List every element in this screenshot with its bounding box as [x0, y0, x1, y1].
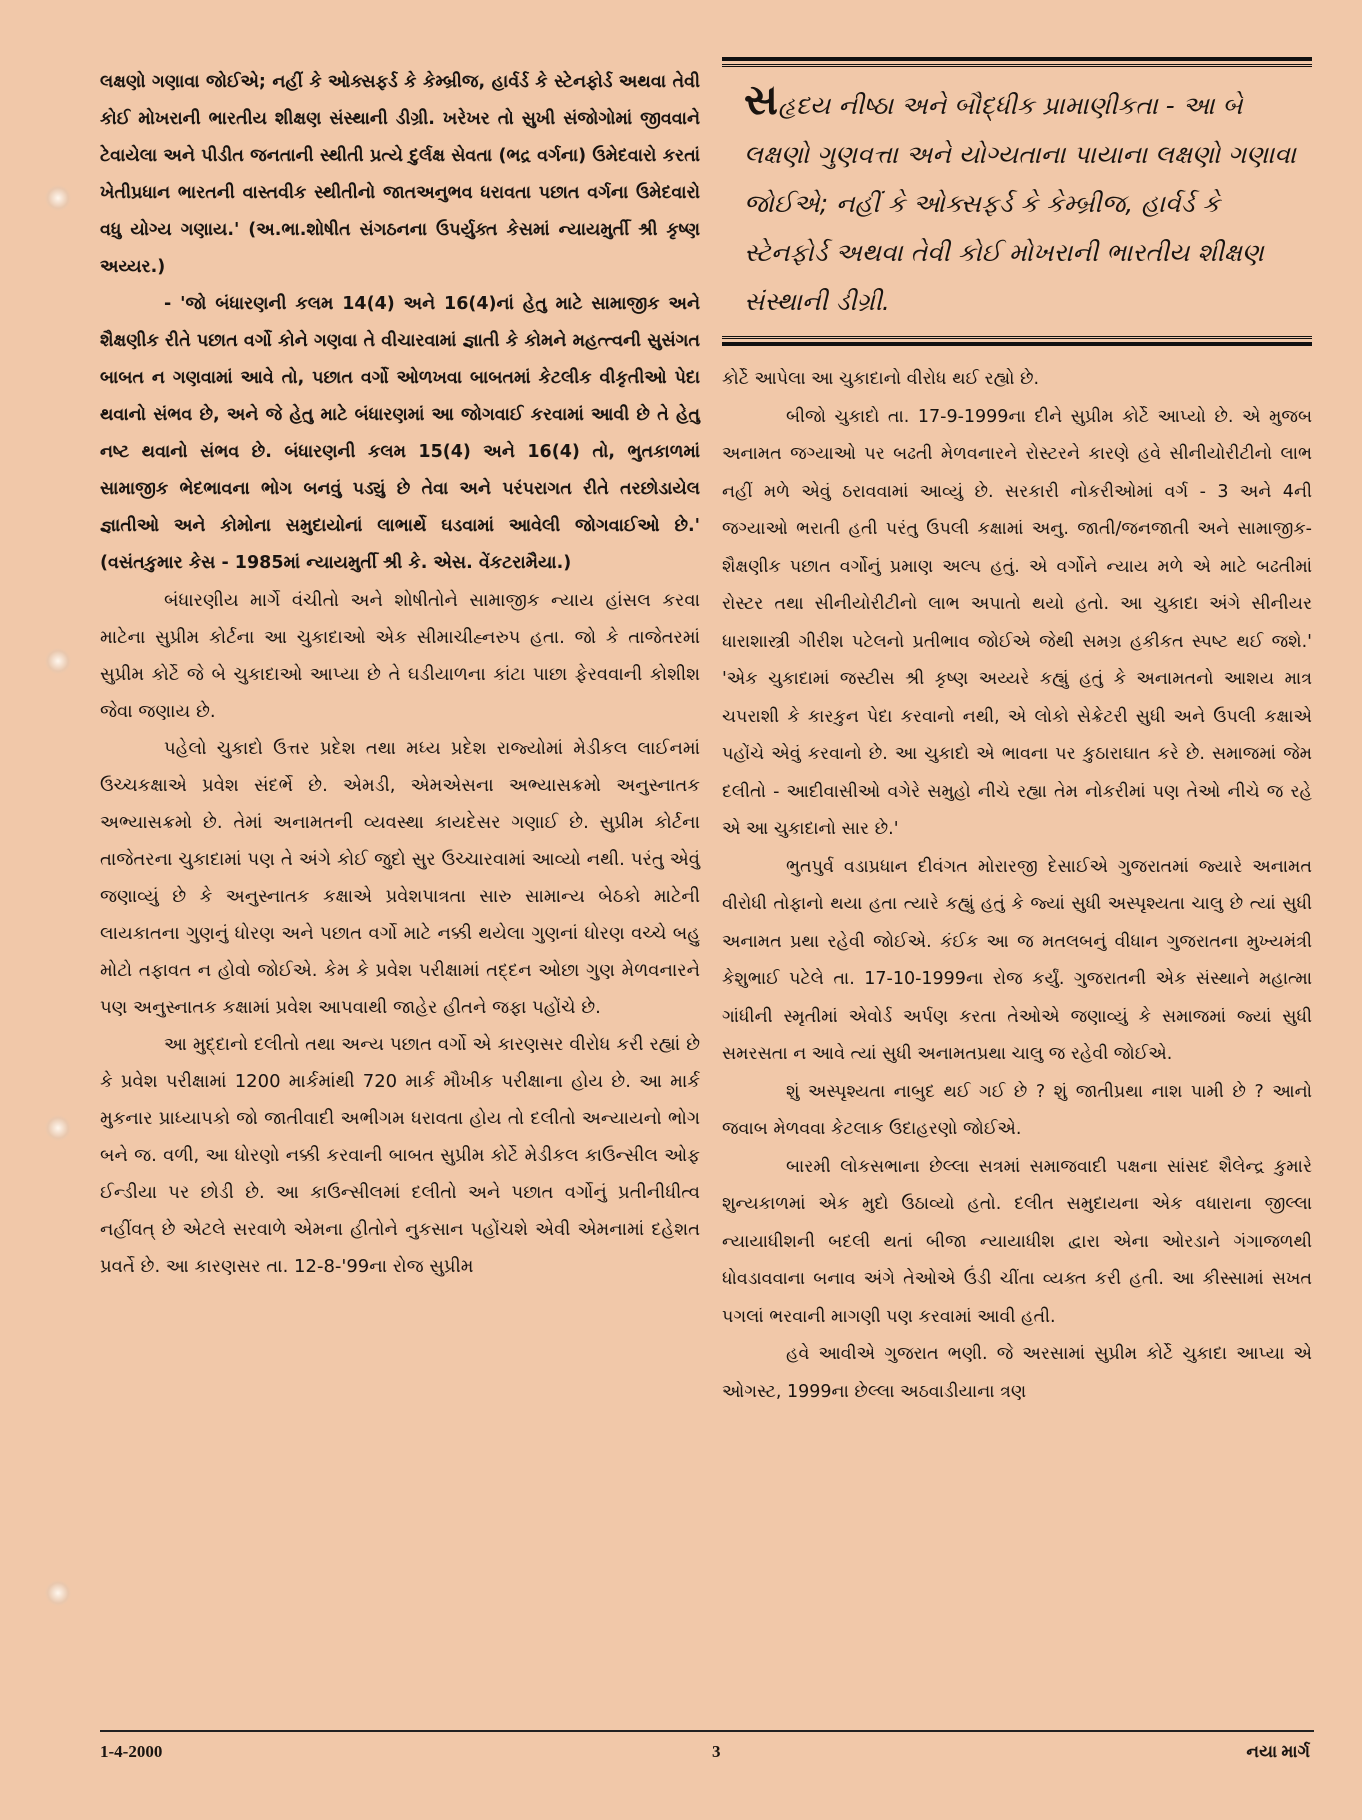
pull-quote [722, 64, 1312, 339]
right-paragraph-4: શું અસ્પૃશ્યતા નાબુદ થઈ ગઈ છે ? શું જાતીપ્રથા નાશ પામી છે ? આનો જવાબ મેળવવા કેટલાક ઉદાહરણો જોઈએ. [722, 1081, 1312, 1139]
punch-hole-4 [45, 1580, 71, 1606]
right-paragraph-2: બીજો ચુકાદો તા. 17-9-1999ના દીને સુપ્રીમ કોર્ટે આપ્યો છે. એ મુજબ અનામત જગ્યાઓ પર બઢતી મેળવનારને રોસ્ટરને કારણે હવે સીનીયોરીટીનો લાભ નહીં મળે એવું ઠરાવવામાં આવ્યું છે. સરકારી નોકરીઓમાં વર્ગ - 3 અને 4ની જગ્યાઓ ભરાતી હતી પરંતુ ઉપલી કક્ષામાં અનુ. જાતી/જનજાતી અને સામાજીક-શૈક્ષણીક પછાત વર્ગોનું પ્રમાણ અલ્પ હતું. એ વર્ગોને ન્યાય મળે એ માટે બઢતીમાં રોસ્ટર તથા સીનીયોરીટીનો લાભ અપાતો થયો હતો. આ ચુકાદા અંગે સીનીયર ધારાશાસ્ત્રી ગીરીશ પટેલનો પ્રતીભાવ જોઈએ જેથી સમગ્ર હકીકત સ્પષ્ટ થઈ જશે.' 'એક ચુકાદામાં જસ્ટીસ શ્રી કૃષ્ણ અય્યરે કહ્યું હતું કે અનામતનો આશય માત્ર ચપરાશી કે કારકુન પેદા કરવાનો નથી, એ લોકો સેક્રેટરી સુધી અને ઉપલી કક્ષાએ પહોંચે એવું કરવાનો છે. આ ચુકાદો એ ભાવના પર કુઠારાઘાત કરે છે. સમાજમાં જેમ દલીતો - આદીવાસીઓ વગેરે સમુહો નીચે રહ્યા તેમ નોકરીમાં પણ તેઓ નીચે જ રહે એ આ ચુકાદાનો સાર છે.' [722, 406, 1312, 839]
pull-quote-text [744, 75, 1308, 326]
pull-quote-body: હૃદય નીષ્ઠા અને બૌદ્ધીક પ્રામાણીકતા - આ બે લક્ષણો ગુણવત્તા અને યોગ્યતાના પાયાના લક્ષણો ગણાવા જોઈએ; નહીં કે ઓક્સફર્ડ કે કેમ્બ્રીજ, હાર્વર્ડ કે સ્ટેનફોર્ડ અથવા તેવી કોઈ મોખરાની ભારતીય શીક્ષણ સંસ્થાની ડીગ્રી. [744, 91, 1296, 316]
left-paragraph-5: આ મુદ્દાનો દલીતો તથા અન્ય પછાત વર્ગો એ કારણસર વીરોધ કરી રહ્યાં છે કે પ્રવેશ પરીક્ષામાં 1200 માર્કમાંથી 720 માર્ક મૌખીક પરીક્ષાના હોય છે. આ માર્ક મુકનાર પ્રાધ્યાપકો જો જાતીવાદી અભીગમ ધરાવતા હોય તો દલીતો અન્યાયનો ભોગ બને જ. વળી, આ ધોરણો નક્કી કરવાની બાબત સુપ્રીમ કોર્ટે મેડીકલ કાઉન્સીલ ઓફ ઈન્ડીયા પર છોડી છે. આ કાઉન્સીલમાં દલીતો અને પછાત વર્ગોનું પ્રતીનીધીત્વ નહીંવત્ છે એટલે સરવાળે એમના હીતોને નુકસાન પહોંચશે એવી એમનામાં દહેશત પ્રવર્તે છે. આ કારણસર તા. 12-8-'99ના રોજ સુપ્રીમ [100, 1034, 700, 1277]
footer-divider [100, 1730, 1314, 1732]
page-number: 3 [712, 1742, 721, 1761]
pull-quote-drop-cap: સ [744, 75, 779, 124]
punch-hole-2 [45, 648, 71, 674]
right-paragraph-3: ભુતપુર્વ વડાપ્રધાન દીવંગત મોરારજી દેસાઈએ ગુજરાતમાં જ્યારે અનામત વીરોધી તોફાનો થયા હતા ત્યારે કહ્યું હતું કે જ્યાં સુધી અસ્પૃશ્યતા ચાલુ છે ત્યાં સુધી અનામત પ્રથા રહેવી જોઈએ. કંઈક આ જ મતલબનું વીધાન ગુજરાતના મુખ્યમંત્રી કેશુભાઈ પટેલે તા. 17-10-1999ના રોજ કર્યું. ગુજરાતની એક સંસ્થાને મહાત્મા ગાંધીની સ્મૃતીમાં એવોર્ડ અર્પણ કરતા તેઓએ જણાવ્યું કે સમાજમાં જ્યાં સુધી સમરસતા ન આવે ત્યાં સુધી અનામતપ્રથા ચાલુ જ રહેવી જોઈએ. [722, 856, 1312, 1064]
right-paragraph-1: કોર્ટે આપેલા આ ચુકાદાનો વીરોધ થઈ રહ્યો છે. [722, 369, 1040, 389]
left-paragraph-3: બંધારણીય માર્ગે વંચીતો અને શોષીતોને સામાજીક ન્યાય હાંસલ કરવા માટેના સુપ્રીમ કોર્ટના આ ચુકાદાઓ એક સીમાચીહ્નરુપ હતા. જો કે તાજેતરમાં સુપ્રીમ કોર્ટે જે બે ચુકાદાઓ આપ્યા છે તે ઘડીયાળના કાંટા પાછા ફેરવવાની કોશીશ જેવા જણાય છે. [100, 590, 700, 722]
footer-date: 1-4-2000 [100, 1742, 163, 1761]
punch-hole-1 [45, 185, 71, 211]
right-paragraph-6: હવે આવીએ ગુજરાત ભણી. જે અરસામાં સુપ્રીમ કોર્ટે ચુકાદા આપ્યા એ ઓગસ્ટ, 1999ના છેલ્લા અઠવાડીયાના ત્રણ [722, 1344, 1312, 1402]
punch-hole-3 [45, 1115, 71, 1141]
left-column [100, 64, 700, 1285]
left-paragraph-2: - 'જો બંધારણની કલમ 14(4) અને 16(4)નાં હેતુ માટે સામાજીક અને શૈક્ષણીક રીતે પછાત વર્ગો કોને ગણવા તે વીચારવામાં જ્ઞાતી કે કોમને મહત્ત્વની સુસંગત બાબત ન ગણવામાં આવે તો, પછાત વર્ગો ઓળખવા બાબતમાં કેટલીક વીકૃતીઓ પેદા થવાનો સંભવ છે, અને જે હેતુ માટે બંધારણમાં આ જોગવાઈ કરવામાં આવી છે તે હેતુ નષ્ટ થવાનો સંભવ છે. બંધારણની કલમ 15(4) અને 16(4) તો, ભુતકાળમાં સામાજીક ભેદભાવના ભોગ બનવું પડ્યું છે તેવા અને પરંપરાગત રીતે તરછોડાયેલ જ્ઞાતીઓ અને કોમોના સમુદાયોનાં લાભાર્થે ઘડવામાં આવેલી જોગવાઈઓ છે.' (વસંતકુમાર કેસ - 1985માં ન્યાયમુર્તી શ્રી કે. એસ. વેંકટરામૈયા.) [100, 294, 700, 573]
right-paragraph-5: બારમી લોકસભાના છેલ્લા સત્રમાં સમાજવાદી પક્ષના સાંસદ શૈલેન્દ્ર કુમારે શુન્યકાળમાં એક મુદો ઉઠાવ્યો હતો. દલીત સમુદાયના એક વધારાના જીલ્લા ન્યાયાધીશની બદલી થતાં બીજા ન્યાયાધીશ દ્વારા એના ઓરડાને ગંગાજળથી ધોવડાવવાના બનાવ અંગે તેઓએ ઉંડી ચીંતા વ્યક્ત કરી હતી. આ કીસ્સામાં સખત પગલાં ભરવાની માગણી પણ કરવામાં આવી હતી. [722, 1156, 1312, 1327]
left-paragraph-4: પહેલો ચુકાદો ઉત્તર પ્રદેશ તથા મધ્ય પ્રદેશ રાજ્યોમાં મેડીકલ લાઈનમાં ઉચ્ચકક્ષાએ પ્રવેશ સંદર્ભે છે. એમડી, એમએસના અભ્યાસક્રમો અનુસ્નાતક અભ્યાસક્રમો છે. તેમાં અનામતની વ્યવસ્થા કાયદેસર ગણાઈ છે. સુપ્રીમ કોર્ટના તાજેતરના ચુકાદામાં પણ તે અંગે કોઈ જુદો સુર ઉચ્ચારવામાં આવ્યો નથી. પરંતુ એવું જણાવ્યું છે કે અનુસ્નાતક કક્ષાએ પ્રવેશપાત્રતા સારુ સામાન્ય બેઠકો માટેની લાયકાતના ગુણનું ધોરણ અને પછાત વર્ગો માટે નક્કી થયેલા ગુણનાં ધોરણ વચ્ચે બહુ મોટો તફાવત ન હોવો જોઈએ. કેમ કે પ્રવેશ પરીક્ષામાં તદ્દન ઓછા ગુણ મેળવનારને પણ અનુસ્નાતક કક્ષામાં પ્રવેશ આપવાથી જાહેર હીતને જફા પહોંચે છે. [100, 738, 700, 1018]
publication-name: નયા માર્ગ [1246, 1742, 1310, 1761]
left-paragraph-1: લક્ષણો ગણાવા જોઈએ; નહીં કે ઓક્સફર્ડ કે કેમ્બ્રીજ, હાર્વર્ડ કે સ્ટેનફોર્ડ અથવા તેવી કોઈ મોખરાની ભારતીય શીક્ષણ સંસ્થાની ડીગ્રી. ખરેખર તો સુખી સંજોગોમાં જીવવાને ટેવાયેલા અને પીડીત જનતાની સ્થીતી પ્રત્યે દુર્લક્ષ સેવતા (ભદ્ર વર્ગના) ઉમેદવારો કરતાં ખેતીપ્રધાન ભારતની વાસ્તવીક સ્થીતીનો જાતઅનુભવ ધરાવતા પછાત વર્ગના ઉમેદવારો વધુ યોગ્ય ગણાય.' (અ.ભા.શોષીત સંગઠનના ઉપર્યુક્ત કેસમાં ન્યાયમુર્તી શ્રી કૃષ્ણ અય્યર.) [100, 72, 700, 277]
right-column [722, 64, 1312, 1411]
